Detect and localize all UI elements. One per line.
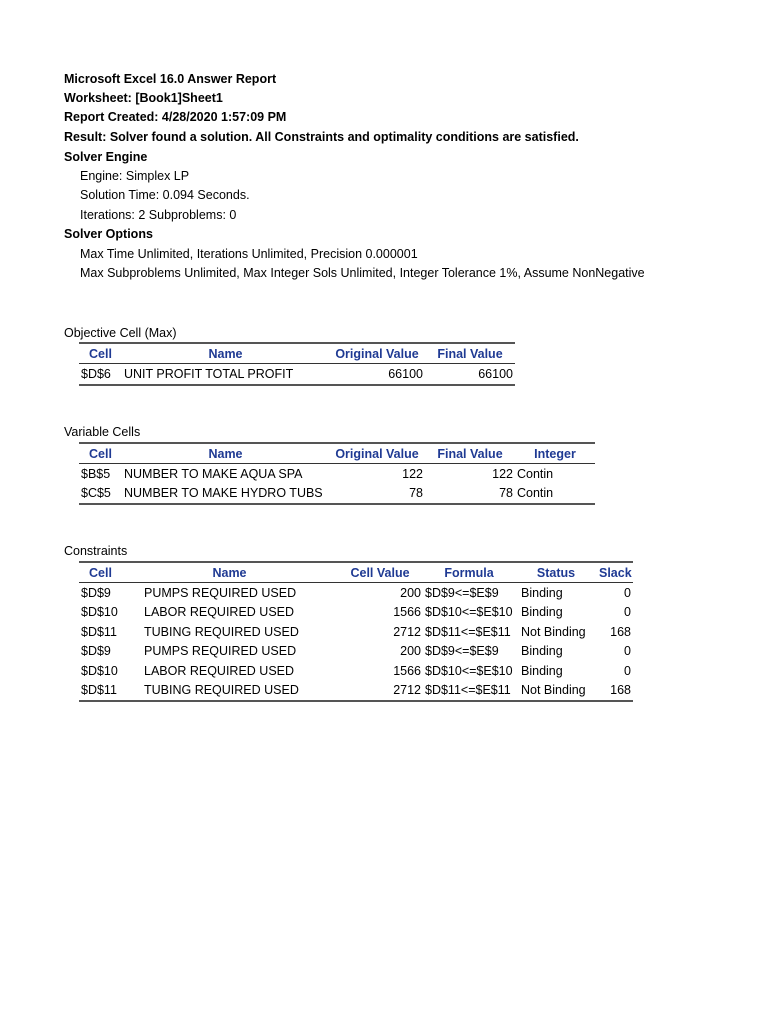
table-row: [79, 622, 633, 642]
constraints-table: [79, 561, 633, 702]
constraints-section-title: Constraints: [64, 544, 128, 558]
solution-time-line: Solution Time: 0.094 Seconds.: [80, 188, 250, 202]
column-header: Name: [122, 562, 337, 583]
column-header: Name: [122, 443, 329, 464]
cell-value: 2712: [337, 681, 423, 702]
options-line-2: Max Subproblems Unlimited, Max Integer Sols Unlimited, Integer Tolerance 1%, Assume NonNegative: [80, 266, 645, 280]
status: Binding: [521, 644, 563, 659]
status: Not Binding: [515, 681, 597, 702]
column-header: Final Value: [425, 343, 515, 364]
report-created-line: Report Created: 4/28/2020 1:57:09 PM: [64, 110, 287, 124]
original-value: 122: [402, 466, 423, 481]
cell-name: TUBING REQUIRED USED: [122, 681, 337, 702]
column-header: Final Value: [425, 443, 515, 464]
formula: $D$10<=$E$10: [425, 605, 513, 620]
table-row: [79, 364, 515, 385]
column-header: Integer: [515, 443, 595, 464]
slack: 0: [624, 605, 631, 620]
objective-table: [79, 342, 515, 386]
status: Binding: [521, 605, 563, 620]
status: Not Binding: [521, 624, 586, 639]
column-header: Original Value: [329, 443, 425, 464]
iterations-line: Iterations: 2 Subproblems: 0: [80, 208, 237, 222]
cell-value: 1566: [393, 663, 421, 678]
table-row: [79, 583, 633, 603]
slack: 0: [624, 644, 631, 659]
cell-name: TUBING REQUIRED USED: [144, 624, 299, 639]
solver-engine-header: Solver Engine: [64, 150, 148, 164]
result-line: Result: Solver found a solution. All Constraints and optimality conditions are satisfied.: [64, 130, 579, 144]
original-value: 66100: [329, 364, 425, 385]
slack: 0: [624, 663, 631, 678]
cell-ref: $D$11: [81, 624, 117, 639]
column-header: Status: [515, 562, 597, 583]
cell-ref: $D$11: [79, 681, 122, 702]
formula: $D$11<=$E$11: [423, 681, 515, 702]
formula: $D$9<=$E$9: [425, 585, 499, 600]
table-row: [79, 681, 633, 702]
slack: 0: [624, 585, 631, 600]
status: Binding: [521, 663, 563, 678]
cell-ref: $D$10: [81, 663, 118, 678]
cell-name: PUMPS REQUIRED USED: [144, 585, 297, 600]
table-row: [79, 464, 595, 484]
column-header: Slack: [597, 562, 633, 583]
final-value: 122: [492, 466, 513, 481]
options-line-1: Max Time Unlimited, Iterations Unlimited, Precision 0.000001: [80, 247, 418, 261]
cell-name: NUMBER TO MAKE AQUA SPA: [124, 466, 303, 481]
integer-type: Contin: [515, 484, 595, 505]
cell-value: 200: [400, 644, 421, 659]
worksheet-line: Worksheet: [Book1]Sheet1: [64, 91, 223, 105]
cell-name: NUMBER TO MAKE HYDRO TUBS: [122, 484, 329, 505]
column-header: Cell Value: [337, 562, 423, 583]
status: Binding: [521, 585, 563, 600]
column-header: Original Value: [329, 343, 425, 364]
slack: 168: [610, 624, 631, 639]
cell-name: PUMPS REQUIRED USED: [144, 644, 297, 659]
cell-ref: $D$6: [79, 364, 122, 385]
formula: $D$10<=$E$10: [425, 663, 513, 678]
cell-ref: $C$5: [79, 484, 122, 505]
table-row: [79, 661, 633, 681]
cell-name: LABOR REQUIRED USED: [144, 663, 295, 678]
column-header: Cell: [79, 443, 122, 464]
variables-section-title: Variable Cells: [64, 425, 141, 439]
table-header-row: [79, 443, 595, 464]
cell-ref: $D$9: [81, 585, 111, 600]
report-title: Microsoft Excel 16.0 Answer Report: [64, 72, 277, 86]
variables-table: [79, 442, 595, 505]
cell-name: LABOR REQUIRED USED: [144, 605, 295, 620]
column-header: Formula: [423, 562, 515, 583]
original-value: 78: [329, 484, 425, 505]
formula: $D$9<=$E$9: [425, 644, 499, 659]
table-row: [79, 484, 595, 505]
cell-ref: $D$10: [81, 605, 118, 620]
solver-options-header: Solver Options: [64, 227, 153, 241]
cell-value: 2712: [393, 624, 421, 639]
cell-value: 1566: [393, 605, 421, 620]
cell-ref: $B$5: [81, 466, 111, 481]
column-header: Cell: [79, 343, 122, 364]
column-header: Name: [122, 343, 329, 364]
final-value: 66100: [425, 364, 515, 385]
column-header: Cell: [79, 562, 122, 583]
objective-section-title: Objective Cell (Max): [64, 326, 177, 340]
cell-value: 200: [400, 585, 421, 600]
formula: $D$11<=$E$11: [425, 624, 511, 639]
cell-ref: $D$9: [81, 644, 111, 659]
cell-name: UNIT PROFIT TOTAL PROFIT: [122, 364, 329, 385]
table-row: [79, 642, 633, 662]
integer-type: Contin: [517, 466, 554, 481]
table-header-row: [79, 562, 633, 583]
slack: 168: [597, 681, 633, 702]
final-value: 78: [425, 484, 515, 505]
table-row: [79, 603, 633, 623]
table-header-row: [79, 343, 515, 364]
engine-line: Engine: Simplex LP: [80, 169, 190, 183]
